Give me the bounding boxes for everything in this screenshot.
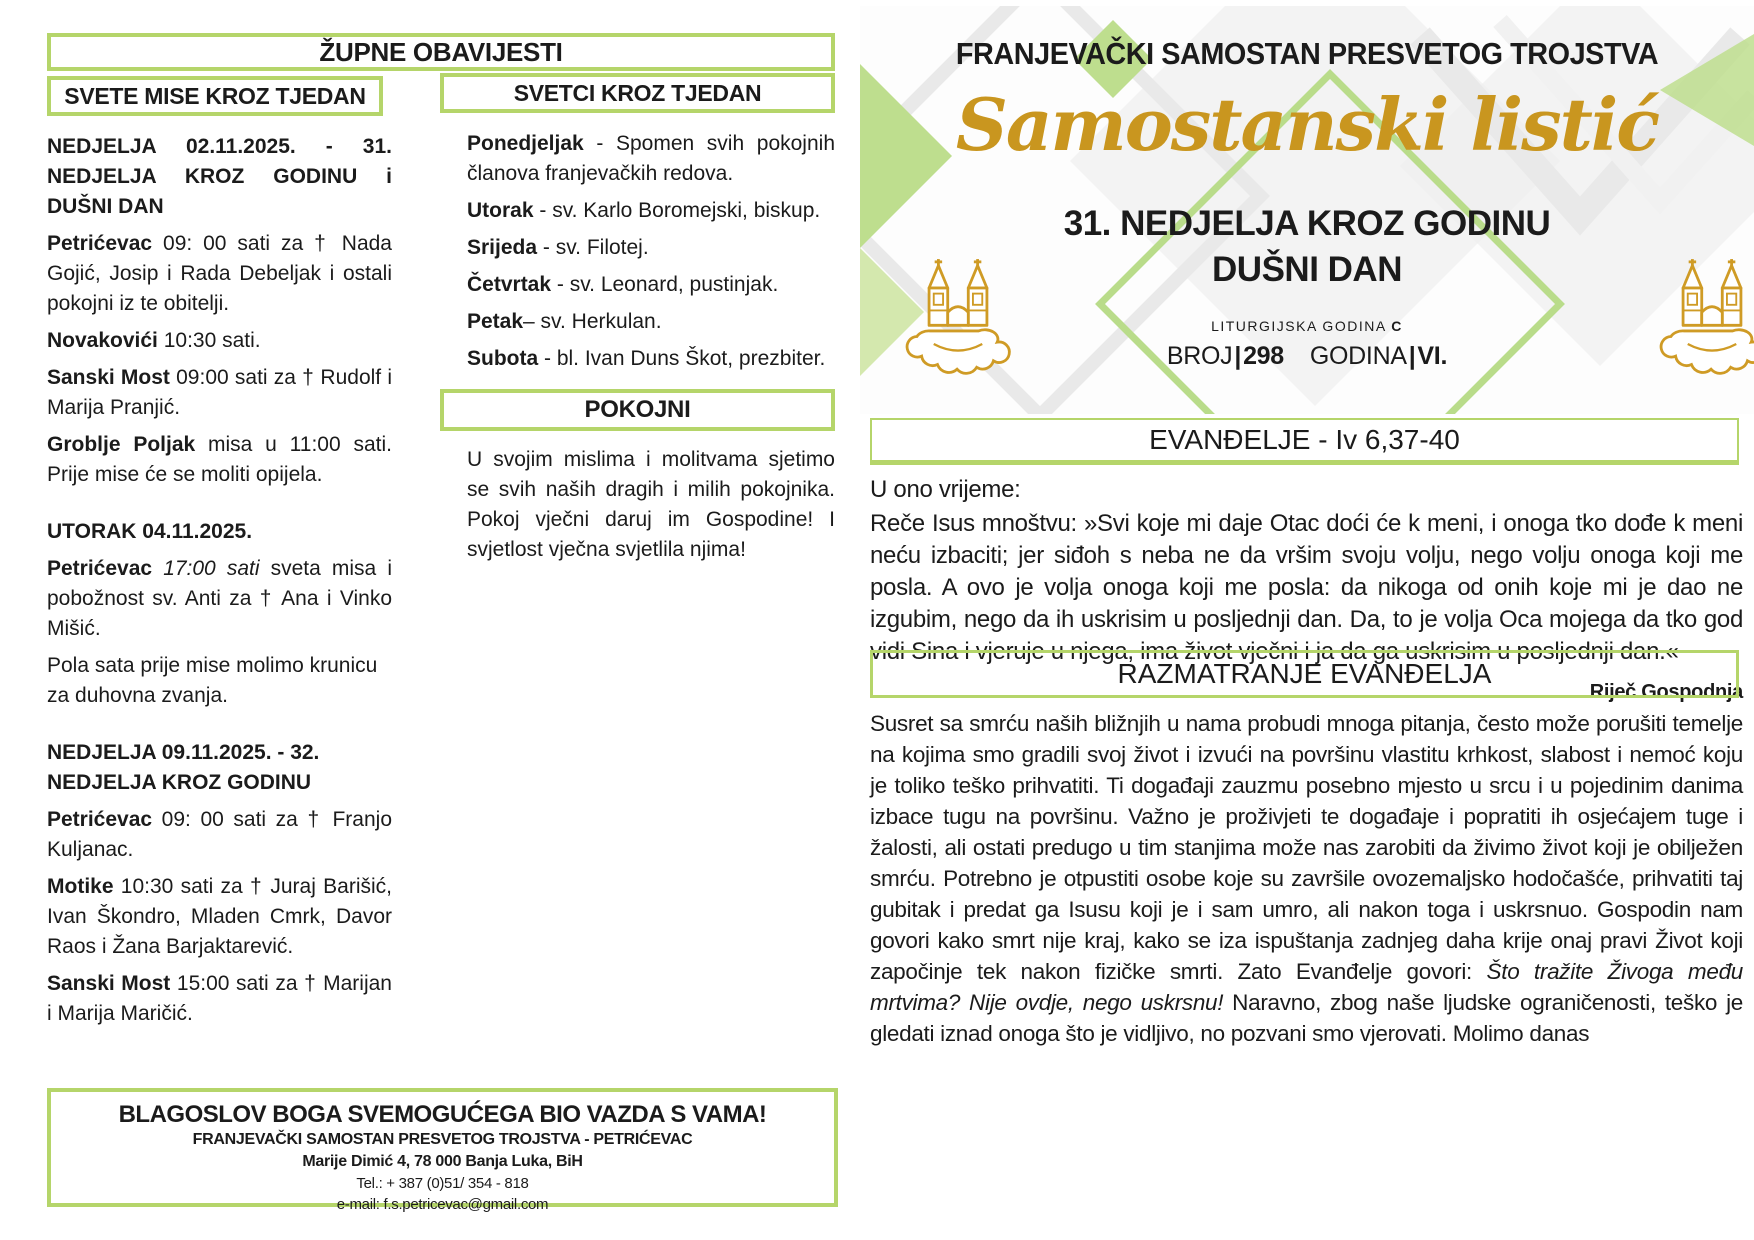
saints-header-box (440, 73, 835, 113)
saint-item: Subota - bl. Ivan Duns Škot, prezbiter. (467, 347, 826, 370)
masses-header: SVETE MISE KROZ TJEDAN (64, 83, 366, 109)
mass-item: Petrićevac 09: 00 sati za † Franjo Kuljanac. (47, 808, 392, 861)
issue-number: 298 (1243, 342, 1284, 370)
mass-item: Pola sata prije mise molimo krunicu za duhovna zvanja. (47, 654, 378, 707)
saint-item: Utorak - sv. Karlo Boromejski, biskup. (467, 199, 821, 222)
gospel-signoff: Riječ Gospodnja (1589, 681, 1743, 703)
reflection-text: Susret sa smrću naših bližnjih u nama probudi mnoga pitanja, često može porušiti temelje na kojima smo gradili svoj život i izvući na površinu vlastitu krhkost, slabost i nemoć koju je toliko teško prihvatiti. Ti događaji zauzmu posebno mjesto u srcu i u pojedinim danima izbace tugu na površinu. Važno je proživjeti te događaje i popratiti ih osjećajem tuge i žalosti, ali ostati predugo u tim stanjima može nas zarobiti da živimo život koji je obilježen smrću. Potrebno je otpustiti osobe koje su završile ovozemaljsko hodočašće, prihvatiti taj gubitak i predat ga Isusu koji je i sam umro, ali nakon toga i uskrsnuo. Gospodin nam govori kako smrt nije kraj, kako se iza ispuštanja zadnjeg daha krije onaj pravi Život koji započinje tek nakon fizičke smrti. Zato Evanđelje govori: Što tražite Živoga među mrtvima? Nije ovdje, nego uskrsnu! Naravno, zbog naše ljudske ograničenosti, teško je gledati iznad onoga što je vidljivo, no pozvani smo vjerovati. Molimo danas (870, 711, 1743, 1046)
gospel-header: EVANĐELJE - Iv 6,37-40 (1149, 424, 1460, 455)
address-line: Marije Dimić 4, 78 000 Banja Luka, BiH (302, 1153, 583, 1170)
mass-item: Sanski Most 09:00 sati za † Rudolf i Marija Pranjić. (47, 366, 392, 419)
saints-column (440, 73, 835, 565)
church-icon (1656, 256, 1754, 376)
phone-line: Tel.: + 387 (0)51/ 354 - 818 (356, 1175, 529, 1192)
saint-item: Četvrtak - sv. Leonard, pustinjak. (467, 273, 779, 296)
mass-item: Novakovići 10:30 sati. (47, 329, 261, 352)
year-value: VI. (1417, 342, 1448, 370)
mass-schedule-body (47, 132, 392, 1029)
monastery-title: FRANJEVAČKI SAMOSTAN PRESVETOG TROJSTVA (955, 36, 1659, 71)
contact-footer (47, 1088, 838, 1213)
blessing-line: BLAGOSLOV BOGA SVEMOGUĆEGA BIO VAZDA S VAMA! (118, 1101, 767, 1128)
reflection-header-box (870, 650, 1739, 698)
liturgical-year-value: C (1391, 318, 1403, 334)
mass-item: NEDJELJA 02.11.2025. - 31. NEDJELJA KROZ GODINU i DUŠNI DAN (47, 135, 392, 218)
email-line: e-mail: f.s.petricevac@gmail.com (336, 1196, 549, 1213)
sunday-title-line2: DUŠNI DAN (1212, 250, 1402, 289)
mass-item: Motike 10:30 sati za † Juraj Barišić, Ivan Škondro, Mladen Cmrk, Davor Raos i Žana Barjaktarević. (47, 875, 392, 958)
mass-item: UTORAK 04.11.2025. (47, 520, 253, 543)
divider: | (1408, 342, 1416, 370)
gospel-header-box (870, 418, 1739, 465)
church-icon (902, 256, 1014, 376)
deceased-header: POKOJNI (584, 396, 691, 423)
mass-item: Petrićevac 17:00 sati sveta misa i pobožnost sv. Anti za † Ana i Vinko Mišić. (47, 557, 392, 640)
masthead (860, 6, 1754, 414)
reflection-header: RAZMATRANJE EVANĐELJA (1117, 658, 1492, 689)
saints-body (440, 129, 835, 374)
divider: | (1234, 342, 1242, 370)
liturgical-year-label: LITURGIJSKA GODINA (1211, 318, 1386, 334)
deceased-header-box (440, 389, 835, 431)
masses-header-box (47, 76, 383, 116)
saint-item: Petak– sv. Herkulan. (467, 310, 662, 333)
monastery-name-line: FRANJEVAČKI SAMOSTAN PRESVETOG TROJSTVA - PETRIĆEVAC (192, 1131, 693, 1148)
gospel-body: Reče Isus mnoštvu: »Svi koje mi daje Otac doći će k meni, i onoga tko dođe k meni neću izbaciti; jer siđoh s neba ne da vršim svoju volju, nego volju onoga koji me posla. A ovo je volja onoga koji me posla: da nikoga od onih koje mi je dao ne izgubim, nego da ih uskrisim u posljednji dan. Da, to je volja Oca mojega da tko god vidi Sina i vjeruje u njega, ima život vječni i ja da ga uskrisim u posljednji dan.« (870, 510, 1743, 665)
parish-announcements-header (47, 33, 835, 71)
mass-item: Petrićevac 09: 00 sati za † Nada Gojić, Josip i Rada Debeljak i ostali pokojni iz te obitelji. (47, 232, 392, 315)
mass-schedule-column (47, 76, 392, 1036)
saints-header: SVETCI KROZ TJEDAN (513, 80, 762, 106)
right-page (855, 0, 1754, 1240)
issue-label: BROJ (1166, 342, 1233, 370)
mass-item: Groblje Poljak misa u 11:00 sati. Prije mise će se moliti opijela. (47, 433, 392, 486)
sunday-title-line1: 31. NEDJELJA KROZ GODINU (1063, 204, 1551, 243)
deceased-text: U svojim mislima i molitvama sjetimo se svih naših dragih i milih pokojnika. Pokoj vječni daruj im Gospodine! I svjetlost vječna svjetlila njima! (467, 448, 835, 561)
parish-announcements-title: ŽUPNE OBAVIJESTI (319, 37, 563, 67)
masthead-script-title: Samostanski listić (955, 82, 1659, 167)
saint-item: Ponedjeljak - Spomen svih pokojnih članova franjevačkih redova. (467, 132, 835, 185)
mass-item: Sanski Most 15:00 sati za † Marijan i Marija Maričić. (47, 972, 392, 1025)
mass-item: NEDJELJA 09.11.2025. - 32. NEDJELJA KROZ GODINU (47, 741, 320, 794)
year-group (1310, 342, 1447, 370)
year-label: GODINA (1309, 342, 1407, 370)
gospel-intro: U ono vrijeme: (870, 476, 1021, 503)
saint-item: Srijeda - sv. Filotej. (467, 236, 649, 259)
